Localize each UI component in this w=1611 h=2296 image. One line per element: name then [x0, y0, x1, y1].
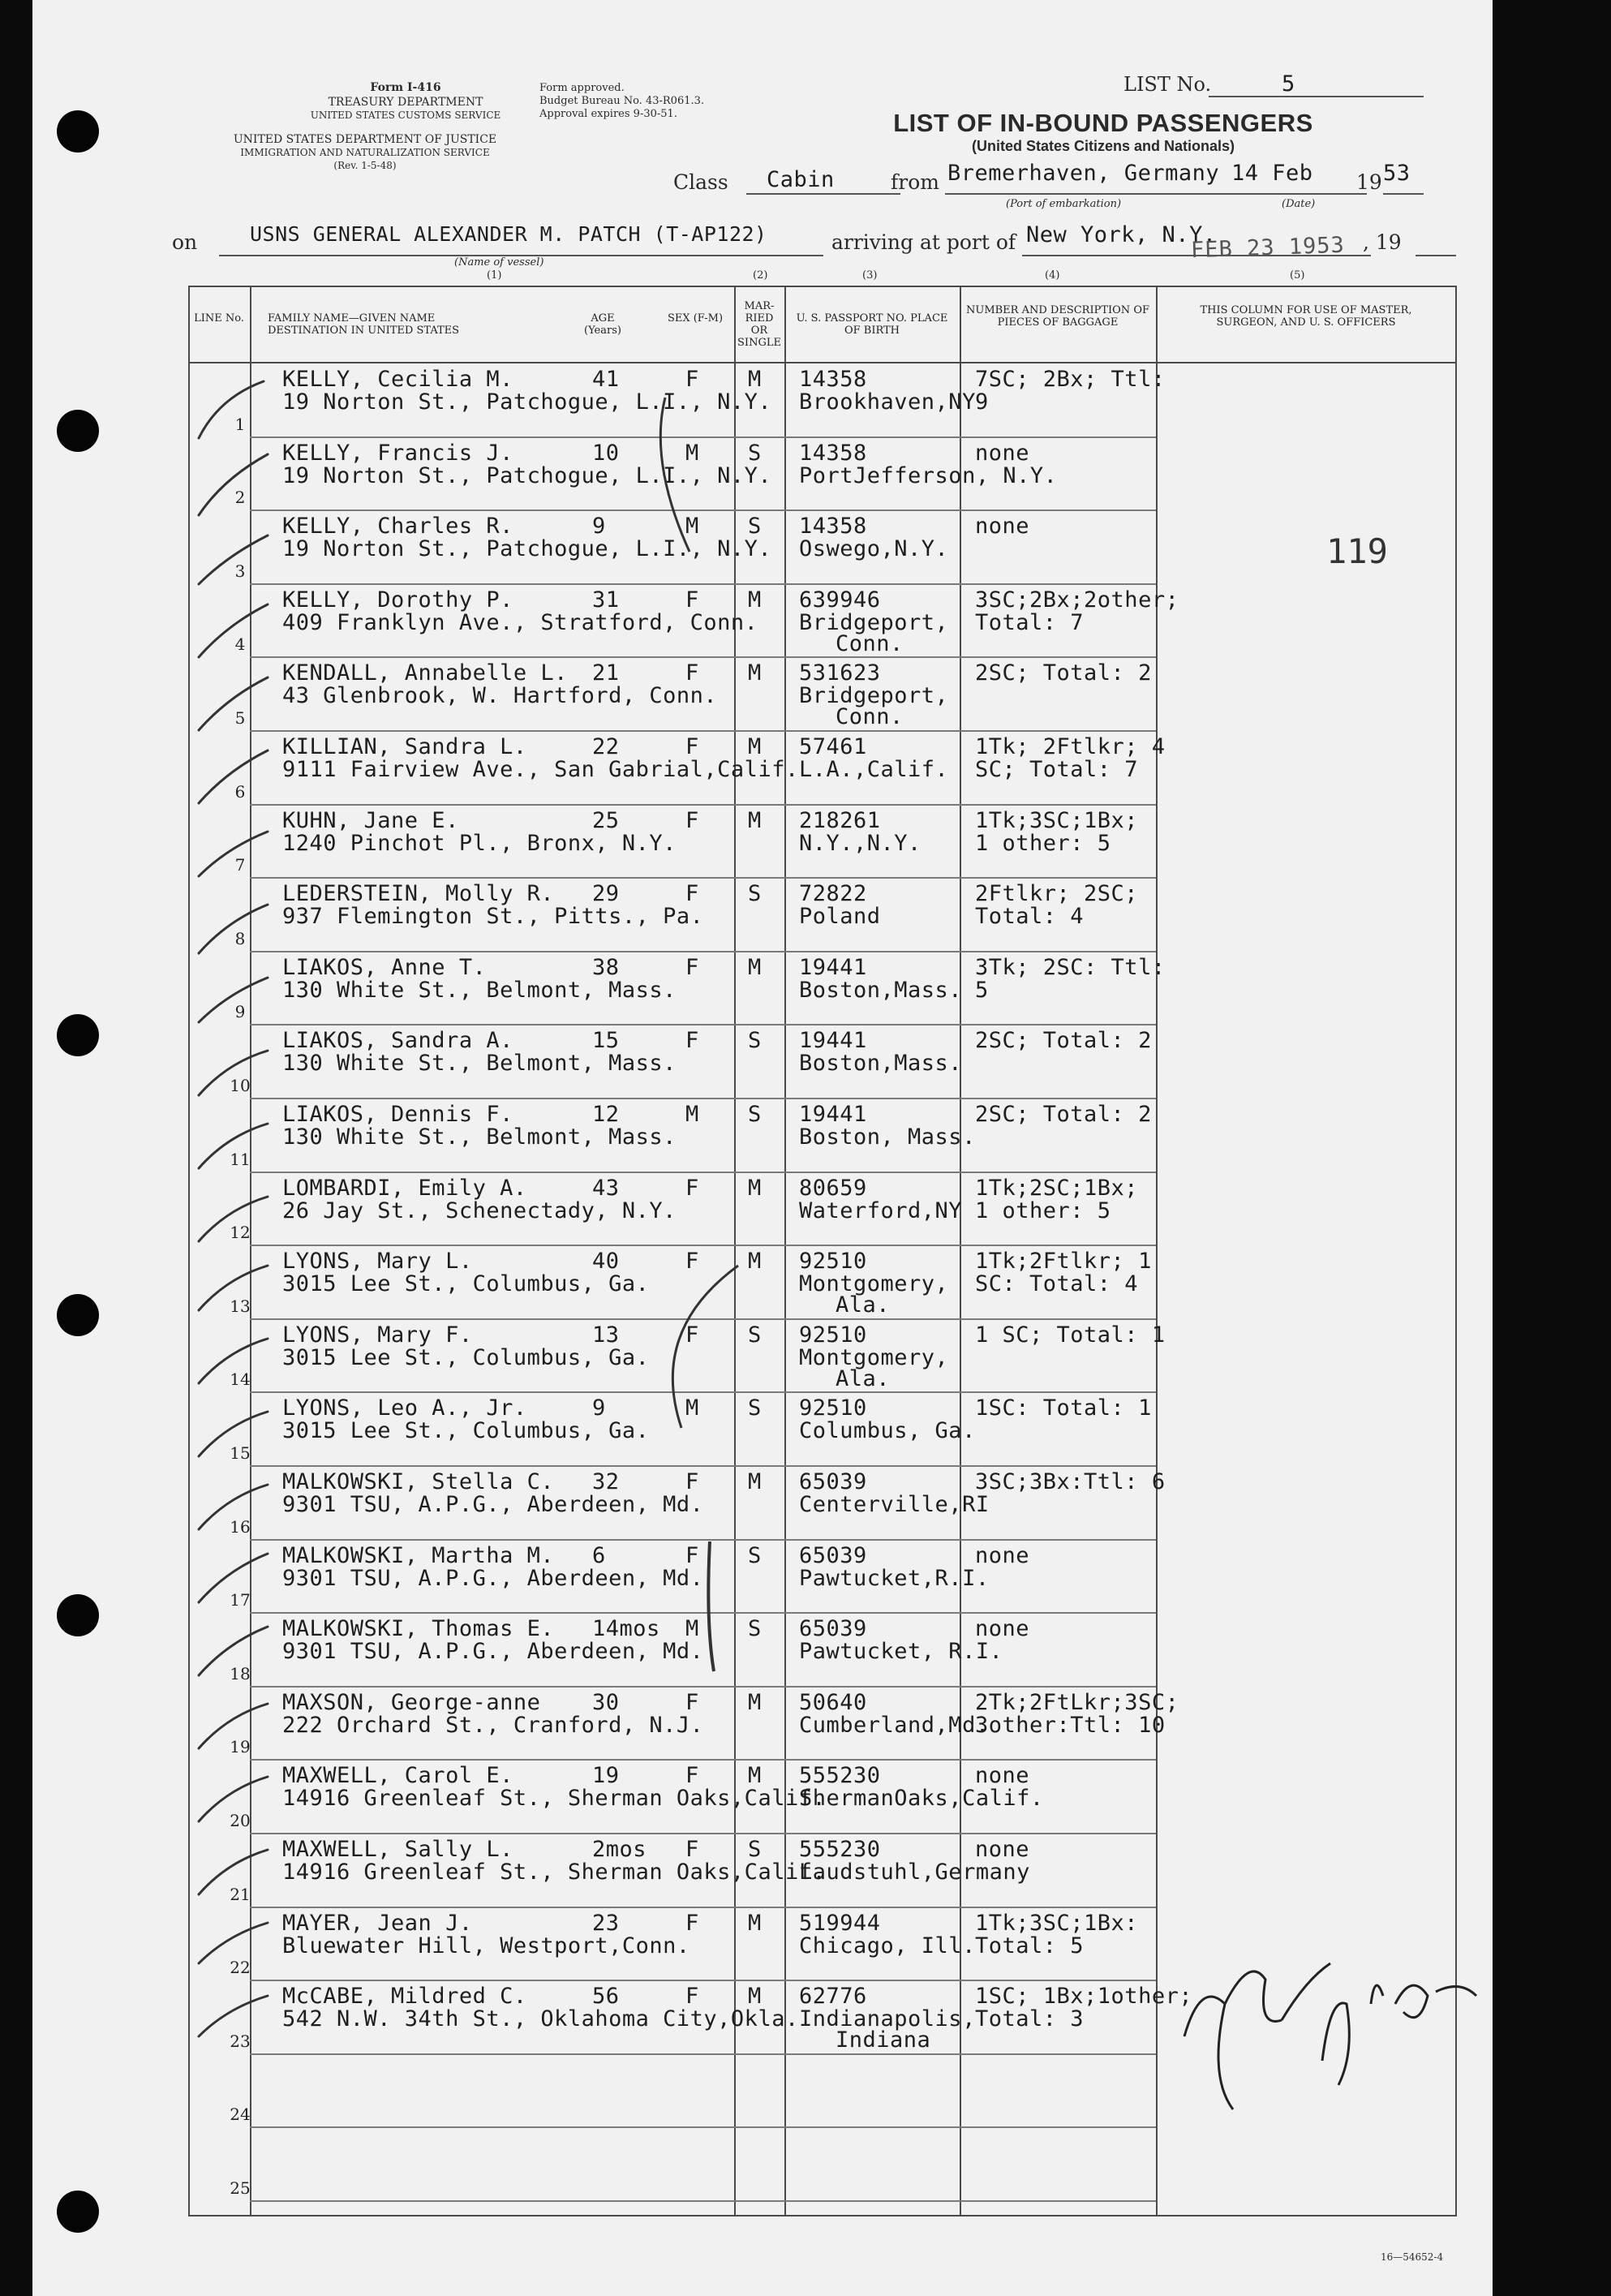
destination-address: 14916 Greenleaf St., Sherman Oaks,Calif.: [282, 1786, 827, 1812]
baggage-line-1: 1Tk;2Ftlkr; 1: [975, 1249, 1152, 1275]
line-number: 22: [230, 1958, 251, 1978]
passenger-name: MALKOWSKI, Thomas E.: [282, 1616, 555, 1642]
passenger-sex: F: [685, 587, 699, 613]
col-header-name: FAMILY NAME—GIVEN NAME DESTINATION IN UNITED STATES: [268, 312, 460, 337]
passenger-name: MAYER, Jean J.: [282, 1910, 473, 1936]
passenger-age: 15: [592, 1028, 620, 1054]
passenger-sex: F: [685, 1249, 699, 1275]
doj-title: UNITED STATES DEPARTMENT OF JUSTICE: [233, 133, 497, 146]
marital-status: M: [748, 1689, 762, 1715]
passenger-age: 56: [592, 1984, 620, 2010]
manifest-sheet: [32, 0, 1493, 2296]
line-number: 11: [230, 1149, 251, 1169]
passenger-sex: F: [685, 1910, 699, 1936]
passport-number: 14358: [799, 367, 867, 392]
class-value: Cabin: [767, 167, 835, 192]
baggage-line-1: none: [975, 440, 1030, 466]
line-number: 16: [230, 1516, 251, 1537]
marital-status: S: [748, 514, 762, 540]
place-of-birth: Boston,Mass.: [799, 1051, 963, 1077]
passport-number: 19441: [799, 1102, 867, 1127]
passport-number: 72822: [799, 881, 867, 907]
on-label: on: [172, 230, 198, 254]
passenger-name: LIAKOS, Dennis F.: [282, 1102, 513, 1127]
place-of-birth-cont: Ala.: [836, 1292, 891, 1318]
destination-address: 14916 Greenleaf St., Sherman Oaks,Calif.: [282, 1860, 827, 1885]
destination-address: 9301 TSU, A.P.G., Aberdeen, Md.: [282, 1639, 704, 1665]
destination-address: 43 Glenbrook, W. Hartford, Conn.: [282, 683, 718, 709]
place-of-birth: Centerville,RI: [799, 1492, 990, 1517]
passenger-name: KELLY, Dorothy P.: [282, 587, 513, 613]
destination-address: 3015 Lee St., Columbus, Ga.: [282, 1271, 650, 1297]
place-of-birth: Bridgeport,: [799, 683, 949, 709]
page-subtitle: (United States Citizens and Nationals): [971, 138, 1235, 154]
marital-status: S: [748, 440, 762, 466]
destination-address: 3015 Lee St., Columbus, Ga.: [282, 1344, 650, 1370]
baggage-line-2: 1 other: 5: [975, 830, 1111, 856]
passenger-name: MAXWELL, Sally L.: [282, 1837, 513, 1862]
baggage-line-2: 3other:Ttl: 10: [975, 1712, 1166, 1738]
destination-address: 3015 Lee St., Columbus, Ga.: [282, 1418, 650, 1444]
destination-address: Bluewater Hill, Westport,Conn.: [282, 1933, 690, 1958]
baggage-line-1: 2SC; Total: 2: [975, 1028, 1152, 1054]
baggage-line-1: 1SC: Total: 1: [975, 1395, 1152, 1421]
arrival-date-stamp: FEB 23 1953: [1190, 232, 1346, 264]
baggage-line-1: 1Tk; 2Ftlkr; 4: [975, 734, 1166, 759]
place-of-birth: Boston, Mass.: [799, 1124, 976, 1150]
passenger-sex: M: [685, 440, 699, 466]
handwritten-marks: [32, 0, 1493, 2296]
line-number: 13: [230, 1296, 251, 1316]
approval-line-1: Form approved.: [539, 82, 625, 94]
passenger-sex: F: [685, 881, 699, 907]
passenger-age: 43: [592, 1175, 620, 1201]
line-number: 12: [230, 1223, 251, 1243]
passenger-sex: M: [685, 514, 699, 540]
marital-status: M: [748, 734, 762, 759]
place-of-birth: Montgomery,: [799, 1271, 949, 1297]
ins-title: IMMIGRATION AND NATURALIZATION SERVICE: [240, 147, 490, 158]
col-header-officers: THIS COLUMN FOR USE OF MASTER, SURGEON, AND U. S. OFFICERS: [1200, 304, 1412, 329]
destination-address: 1240 Pinchot Pl., Bronx, N.Y.: [282, 830, 677, 856]
embark-date: 14 Feb: [1231, 161, 1313, 186]
line-number: 5: [234, 708, 246, 728]
baggage-line-2: 1 other: 5: [975, 1197, 1111, 1223]
passenger-sex: M: [685, 1395, 699, 1421]
destination-address: 26 Jay St., Schenectady, N.Y.: [282, 1197, 677, 1223]
arriving-label: arriving at port of: [831, 230, 1016, 254]
brace-mark-2: [672, 1266, 738, 1428]
place-of-birth: Cumberland,Md.: [799, 1712, 990, 1738]
place-of-birth: Columbus, Ga.: [799, 1418, 976, 1444]
passenger-age: 10: [592, 440, 620, 466]
baggage-line-2: Total: 4: [975, 904, 1085, 930]
baggage-line-1: none: [975, 1542, 1030, 1568]
passenger-name: McCABE, Mildred C.: [282, 1984, 527, 2010]
line-number: 25: [230, 2178, 251, 2198]
vessel-caption: (Name of vessel): [454, 256, 544, 269]
passenger-name: LYONS, Leo A., Jr.: [282, 1395, 527, 1421]
col-header-passport: U. S. PASSPORT NO. PLACE OF BIRTH: [796, 312, 948, 337]
margin-number: 119: [1326, 531, 1388, 571]
place-of-birth: Waterford,NY: [799, 1197, 963, 1223]
marital-status: M: [748, 1249, 762, 1275]
line-number: 4: [234, 634, 246, 655]
baggage-line-2: 5: [975, 977, 989, 1003]
passenger-age: 41: [592, 367, 620, 392]
line-number: 10: [230, 1076, 251, 1095]
punch-hole: [57, 1294, 99, 1336]
place-of-birth: Chicago, Ill.: [799, 1933, 976, 1958]
marital-status: M: [748, 807, 762, 833]
place-of-birth-cont: Conn.: [836, 630, 904, 656]
line-number: 17: [230, 1590, 251, 1610]
punch-hole: [57, 2191, 99, 2233]
passenger-name: KENDALL, Annabelle L.: [282, 660, 568, 686]
passenger-age: 25: [592, 807, 620, 833]
marital-status: S: [748, 1102, 762, 1127]
baggage-line-1: 2Tk;2FtLkr;3SC;: [975, 1689, 1179, 1715]
line-number: 8: [234, 928, 246, 948]
place-of-birth: Montgomery,: [799, 1344, 949, 1370]
col-header-married: MAR-RIED OR SINGLE: [737, 300, 781, 349]
passenger-sex: F: [685, 660, 699, 686]
marital-status: M: [748, 1763, 762, 1789]
brace-mark: [660, 398, 690, 552]
form-number: Form I-416: [370, 81, 441, 94]
passenger-age: 30: [592, 1689, 620, 1715]
from-label: from: [891, 170, 939, 194]
baggage-line-2: 9: [975, 389, 989, 415]
passenger-age: 21: [592, 660, 620, 686]
officer-signature: [1184, 1963, 1476, 2109]
passenger-sex: F: [685, 1837, 699, 1862]
place-of-birth-cont: Conn.: [836, 704, 904, 730]
marital-status: M: [748, 660, 762, 686]
passenger-sex: F: [685, 1469, 699, 1494]
col-header-baggage: NUMBER AND DESCRIPTION OF PIECES OF BAGGAGE: [965, 304, 1149, 329]
place-of-birth: PortJefferson, N.Y.: [799, 462, 1058, 488]
marital-status: M: [748, 1910, 762, 1936]
passenger-sex: F: [685, 1175, 699, 1201]
year-prefix: 19: [1356, 170, 1382, 194]
baggage-line-1: 3Tk; 2SC: Ttl:: [975, 954, 1166, 980]
line-number: 6: [234, 781, 246, 802]
passenger-name: MAXSON, George-anne: [282, 1689, 541, 1715]
passenger-age: 22: [592, 734, 620, 759]
passport-number: 65039: [799, 1542, 867, 1568]
destination-address: 19 Norton St., Patchogue, L.I., N.Y.: [282, 536, 772, 562]
passenger-name: KILLIAN, Sandra L.: [282, 734, 527, 759]
line-number: 18: [230, 1663, 251, 1683]
baggage-line-1: none: [975, 1763, 1030, 1789]
punch-hole: [57, 1594, 99, 1636]
passenger-sex: M: [685, 1102, 699, 1127]
marital-status: M: [748, 954, 762, 980]
passenger-sex: F: [685, 1763, 699, 1789]
place-of-birth: Oswego,N.Y.: [799, 536, 949, 562]
list-no-label: LIST No.: [1123, 73, 1212, 96]
punch-hole: [57, 410, 99, 452]
passenger-sex: F: [685, 367, 699, 392]
passenger-age: 14mos: [592, 1616, 660, 1642]
baggage-line-2: Total: 3: [975, 2006, 1085, 2032]
baggage-line-1: 1 SC; Total: 1: [975, 1322, 1166, 1348]
line-number: 21: [230, 1884, 251, 1904]
class-label: Class: [673, 170, 728, 194]
destination-address: 130 White St., Belmont, Mass.: [282, 1051, 677, 1077]
passport-number: 14358: [799, 514, 867, 540]
passenger-sex: F: [685, 954, 699, 980]
baggage-line-1: none: [975, 1616, 1030, 1642]
line-number: 24: [230, 2105, 251, 2125]
embark-year: 53: [1383, 161, 1411, 186]
passenger-sex: F: [685, 1322, 699, 1348]
passenger-name: MALKOWSKI, Stella C.: [282, 1469, 555, 1494]
caption-3: (3): [862, 269, 878, 282]
passenger-age: 13: [592, 1322, 620, 1348]
footer-code: 16—54652-4: [1381, 2251, 1444, 2263]
destination-address: 9111 Fairview Ave., San Gabrial,Calif.: [282, 757, 799, 782]
place-of-birth-cont: Ala.: [836, 1365, 891, 1391]
passport-number: 531623: [799, 660, 881, 686]
treasury-dept: TREASURY DEPARTMENT: [328, 96, 483, 109]
destination-address: 19 Norton St., Patchogue, L.I., N.Y.: [282, 462, 772, 488]
vessel-name: USNS GENERAL ALEXANDER M. PATCH (T-AP122): [250, 222, 767, 246]
marital-status: M: [748, 1984, 762, 2010]
passenger-age: 19: [592, 1763, 620, 1789]
arrival-port: New York, N.Y.: [1026, 222, 1217, 247]
passport-number: 80659: [799, 1175, 867, 1201]
marital-status: M: [748, 367, 762, 392]
passenger-age: 9: [592, 514, 606, 540]
form-revision: (Rev. 1-5-48): [333, 160, 397, 171]
place-of-birth: Brookhaven,NY: [799, 389, 976, 415]
destination-address: 9301 TSU, A.P.G., Aberdeen, Md.: [282, 1565, 704, 1591]
passenger-name: LYONS, Mary F.: [282, 1322, 473, 1348]
page-title: LIST OF IN-BOUND PASSENGERS: [893, 109, 1313, 137]
place-of-birth: Pawtucket, R.I.: [799, 1639, 1003, 1665]
col-header-age: AGE (Years): [584, 312, 621, 337]
arrival-year-prefix: , 19: [1363, 230, 1402, 254]
destination-address: 19 Norton St., Patchogue, L.I., N.Y.: [282, 389, 772, 415]
destination-address: 409 Franklyn Ave., Stratford, Conn.: [282, 609, 758, 635]
marital-status: M: [748, 1175, 762, 1201]
passenger-name: MAXWELL, Carol E.: [282, 1763, 513, 1789]
passenger-name: LIAKOS, Anne T.: [282, 954, 487, 980]
marital-status: S: [748, 1395, 762, 1421]
passenger-sex: F: [685, 1689, 699, 1715]
passport-number: 639946: [799, 587, 881, 613]
line-number: 2: [234, 488, 246, 508]
baggage-line-1: none: [975, 514, 1030, 540]
line-number: 15: [230, 1443, 251, 1463]
approval-line-3: Approval expires 9-30-51.: [539, 108, 677, 120]
passport-number: 92510: [799, 1395, 867, 1421]
line-number: 14: [230, 1369, 251, 1390]
passport-number: 50640: [799, 1689, 867, 1715]
place-of-birth: ShermanOaks,Calif.: [799, 1786, 1044, 1812]
line-number: 20: [230, 1811, 251, 1830]
baggage-line-1: 3SC;3Bx:Ttl: 6: [975, 1469, 1166, 1494]
passenger-sex: F: [685, 734, 699, 759]
baggage-line-1: 1Tk;2SC;1Bx;: [975, 1175, 1139, 1201]
passport-number: 62776: [799, 1984, 867, 2010]
passenger-age: 6: [592, 1542, 606, 1568]
passenger-age: 38: [592, 954, 620, 980]
punch-hole: [57, 1014, 99, 1056]
baggage-line-2: Total: 7: [975, 609, 1085, 635]
destination-address: 130 White St., Belmont, Mass.: [282, 977, 677, 1003]
passenger-name: MALKOWSKI, Martha M.: [282, 1542, 555, 1568]
passport-number: 218261: [799, 807, 881, 833]
passenger-age: 31: [592, 587, 620, 613]
caption-4: (4): [1045, 269, 1060, 282]
place-of-birth: Poland: [799, 904, 881, 930]
col-header-line: LINE No.: [194, 312, 244, 325]
line-number: 9: [234, 1002, 246, 1022]
passport-number: 65039: [799, 1469, 867, 1494]
list-no-value: 5: [1282, 71, 1295, 97]
place-of-birth: Pawtucket,R.I.: [799, 1565, 990, 1591]
marital-status: S: [748, 1616, 762, 1642]
baggage-line-1: none: [975, 1837, 1030, 1862]
passenger-sex: F: [685, 1984, 699, 2010]
place-of-birth-cont: Indiana: [836, 2027, 931, 2053]
passenger-sex: F: [685, 1028, 699, 1054]
passenger-name: LEDERSTEIN, Molly R.: [282, 881, 555, 907]
marital-status: M: [748, 587, 762, 613]
destination-address: 542 N.W. 34th St., Oklahoma City,Okla.: [282, 2006, 799, 2032]
destination-address: 222 Orchard St., Cranford, N.J.: [282, 1712, 704, 1738]
line-number: 3: [234, 561, 246, 581]
punch-hole: [57, 110, 99, 153]
passenger-age: 29: [592, 881, 620, 907]
place-of-birth: Boston,Mass.: [799, 977, 963, 1003]
caption-2: (2): [753, 269, 768, 282]
destination-address: 130 White St., Belmont, Mass.: [282, 1124, 677, 1150]
baggage-line-1: 1SC; 1Bx;1other;: [975, 1984, 1193, 2010]
passport-number: 92510: [799, 1249, 867, 1275]
passenger-name: LYONS, Mary L.: [282, 1249, 473, 1275]
passport-number: 14358: [799, 440, 867, 466]
passenger-age: 32: [592, 1469, 620, 1494]
baggage-line-1: 2Ftlkr; 2SC;: [975, 881, 1139, 907]
marital-status: M: [748, 1469, 762, 1494]
line-number: 23: [230, 2031, 251, 2051]
passport-number: 65039: [799, 1616, 867, 1642]
port-of-embarkation: Bremerhaven, Germany: [947, 161, 1220, 186]
passenger-name: LIAKOS, Sandra A.: [282, 1028, 513, 1054]
passport-number: 555230: [799, 1763, 881, 1789]
baggage-line-2: Total: 5: [975, 1933, 1085, 1958]
marital-status: S: [748, 1542, 762, 1568]
caption-5: (5): [1290, 269, 1305, 282]
destination-address: 9301 TSU, A.P.G., Aberdeen, Md.: [282, 1492, 704, 1517]
passenger-name: KUHN, Jane E.: [282, 807, 459, 833]
destination-address: 937 Flemington St., Pitts., Pa.: [282, 904, 704, 930]
caption-1: (1): [487, 269, 502, 282]
marital-status: S: [748, 881, 762, 907]
baggage-line-1: 2SC; Total: 2: [975, 660, 1152, 686]
baggage-line-2: SC: Total: 4: [975, 1271, 1139, 1297]
passenger-age: 23: [592, 1910, 620, 1936]
passport-number: 555230: [799, 1837, 881, 1862]
marital-status: S: [748, 1322, 762, 1348]
approval-line-2: Budget Bureau No. 43-R061.3.: [539, 95, 705, 107]
baggage-line-1: 2SC; Total: 2: [975, 1102, 1152, 1127]
place-of-birth: Laudstuhl,Germany: [799, 1860, 1030, 1885]
passport-number: 19441: [799, 1028, 867, 1054]
baggage-line-1: 7SC; 2Bx; Ttl:: [975, 367, 1166, 392]
passenger-age: 12: [592, 1102, 620, 1127]
line-number: 7: [234, 855, 246, 875]
passenger-age: 9: [592, 1395, 606, 1421]
passport-number: 19441: [799, 954, 867, 980]
passenger-name: LOMBARDI, Emily A.: [282, 1175, 527, 1201]
passenger-name: KELLY, Cecilia M.: [282, 367, 513, 392]
check-marks: [199, 381, 268, 2036]
passenger-age: 2mos: [592, 1837, 647, 1862]
marital-status: S: [748, 1028, 762, 1054]
line-number: 19: [230, 1737, 251, 1757]
passenger-sex: M: [685, 1616, 699, 1642]
passenger-sex: F: [685, 1542, 699, 1568]
baggage-line-1: 3SC;2Bx;2other;: [975, 587, 1179, 613]
passenger-name: KELLY, Francis J.: [282, 440, 513, 466]
baggage-line-1: 1Tk;3SC;1Bx:: [975, 1910, 1139, 1936]
customs-service: UNITED STATES CUSTOMS SERVICE: [310, 110, 501, 121]
passport-number: 57461: [799, 734, 867, 759]
tick-mark: [708, 1541, 714, 1671]
passenger-sex: F: [685, 807, 699, 833]
col-header-sex: SEX (F-M): [667, 312, 724, 325]
place-of-birth: Indianapolis,: [799, 2006, 976, 2032]
date-caption: (Date): [1282, 198, 1316, 210]
baggage-line-2: SC; Total: 7: [975, 757, 1139, 782]
marital-status: S: [748, 1837, 762, 1862]
passport-number: 92510: [799, 1322, 867, 1348]
port-caption: (Port of embarkation): [1006, 198, 1122, 210]
passenger-name: KELLY, Charles R.: [282, 514, 513, 540]
passenger-age: 40: [592, 1249, 620, 1275]
passport-number: 519944: [799, 1910, 881, 1936]
place-of-birth: L.A.,Calif.: [799, 757, 949, 782]
baggage-line-1: 1Tk;3SC;1Bx;: [975, 807, 1139, 833]
line-number: 1: [234, 414, 246, 434]
place-of-birth: Bridgeport,: [799, 609, 949, 635]
place-of-birth: N.Y.,N.Y.: [799, 830, 921, 856]
